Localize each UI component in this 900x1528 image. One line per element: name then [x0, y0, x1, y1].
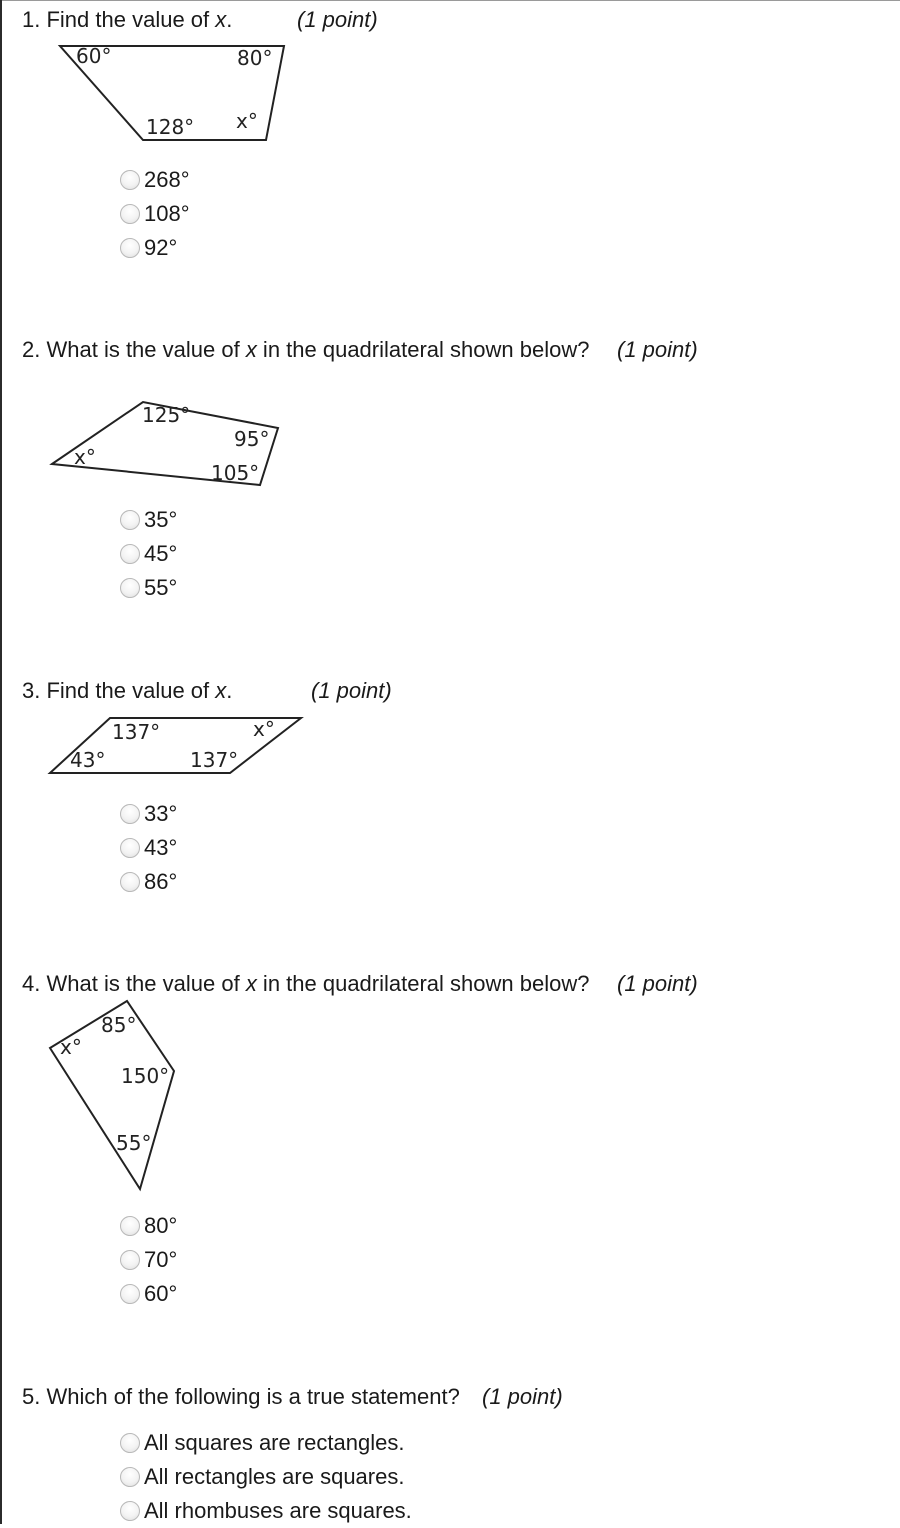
question-variable: x [245, 337, 257, 362]
points-label: (1 point) [482, 1384, 563, 1409]
option-label: 43° [144, 835, 178, 860]
angle-label: 80° [237, 46, 273, 70]
points-label: (1 point) [617, 971, 698, 996]
answer-option[interactable] [120, 503, 177, 537]
angle-label: 43° [70, 748, 106, 772]
question-text-part: What is the value of [46, 971, 246, 996]
answer-option[interactable] [120, 197, 190, 231]
question-number: 3. [22, 678, 41, 703]
radio-button[interactable] [120, 238, 140, 258]
answer-option[interactable] [120, 1426, 412, 1460]
radio-button[interactable] [120, 872, 140, 892]
answer-options [120, 1209, 177, 1311]
option-label: 55° [144, 575, 178, 600]
option-label: 35° [144, 507, 178, 532]
option-label: 86° [144, 869, 178, 894]
quadrilateral-figure [0, 0, 300, 160]
option-label: All rectangles are squares. [144, 1464, 405, 1489]
answer-option[interactable] [120, 231, 190, 265]
answer-options [120, 503, 177, 605]
angle-label: 125° [142, 403, 191, 427]
answer-options [120, 1426, 412, 1528]
angle-label: 95° [234, 427, 270, 451]
angle-label: x° [253, 717, 275, 741]
radio-button[interactable] [120, 1501, 140, 1521]
option-label: All rhombuses are squares. [144, 1498, 412, 1523]
radio-button[interactable] [120, 838, 140, 858]
question-number: 2. [22, 337, 41, 362]
angle-label: x° [236, 109, 258, 133]
angle-label: x° [60, 1035, 82, 1059]
answer-option[interactable] [120, 1209, 177, 1243]
angle-label: 60° [76, 44, 112, 68]
angle-label: 137° [112, 720, 161, 744]
radio-button[interactable] [120, 1284, 140, 1304]
question-text-part: Find the value of [46, 7, 216, 32]
answer-option[interactable] [120, 1277, 177, 1311]
points-label: (1 point) [617, 337, 698, 362]
parallelogram-figure [0, 700, 320, 780]
radio-button[interactable] [120, 544, 140, 564]
question-text-part: What is the value of [46, 337, 246, 362]
question-variable: x [215, 7, 227, 32]
radio-button[interactable] [120, 1216, 140, 1236]
radio-button[interactable] [120, 578, 140, 598]
answer-option[interactable] [120, 537, 177, 571]
answer-options [120, 797, 177, 899]
points-label: (1 point) [297, 7, 378, 32]
answer-option[interactable] [120, 865, 177, 899]
question-variable: x [215, 678, 227, 703]
option-label: 268° [144, 167, 190, 192]
radio-button[interactable] [120, 1467, 140, 1487]
option-label: 33° [144, 801, 178, 826]
radio-button[interactable] [120, 804, 140, 824]
answer-option[interactable] [120, 831, 177, 865]
question-text-part: in the quadrilateral shown below? [256, 971, 590, 996]
radio-button[interactable] [120, 510, 140, 530]
question-text-part: in the quadrilateral shown below? [256, 337, 590, 362]
quadrilateral-figure [0, 380, 300, 500]
angle-label: 85° [101, 1013, 137, 1037]
angle-label: 105° [211, 461, 260, 485]
answer-option[interactable] [120, 571, 177, 605]
answer-option[interactable] [120, 1243, 177, 1277]
option-label: 45° [144, 541, 178, 566]
option-label: 60° [144, 1281, 178, 1306]
angle-label: 150° [121, 1064, 170, 1088]
question-number: 1. [22, 7, 41, 32]
question-prompt [22, 337, 589, 363]
quadrilateral-figure [0, 995, 220, 1195]
angle-label: x° [74, 445, 96, 469]
question-text [46, 337, 589, 362]
question-prompt [22, 971, 589, 997]
answer-option[interactable] [120, 1460, 412, 1494]
angle-label: 55° [116, 1131, 152, 1155]
radio-button[interactable] [120, 1433, 140, 1453]
option-label: 80° [144, 1213, 178, 1238]
answer-option[interactable] [120, 163, 190, 197]
question-variable: x [245, 971, 257, 996]
question-text-part: Find the value of [46, 678, 216, 703]
answer-option[interactable] [120, 1494, 412, 1528]
angle-label: 137° [190, 748, 239, 772]
question-number: 5. [22, 1384, 41, 1409]
option-label: 92° [144, 235, 178, 260]
answer-option[interactable] [120, 797, 177, 831]
option-label: All squares are rectangles. [144, 1430, 405, 1455]
option-label: 108° [144, 201, 190, 226]
radio-button[interactable] [120, 1250, 140, 1270]
radio-button[interactable] [120, 204, 140, 224]
question-text-part: . [226, 7, 233, 32]
question-prompt [22, 1384, 460, 1410]
question-number: 4. [22, 971, 41, 996]
question-text: Which of the following is a true statement? [46, 1384, 460, 1409]
question-text [46, 971, 589, 996]
question-text-part: . [226, 678, 233, 703]
points-label: (1 point) [311, 678, 392, 703]
answer-options [120, 163, 190, 265]
angle-label: 128° [146, 115, 195, 139]
radio-button[interactable] [120, 170, 140, 190]
option-label: 70° [144, 1247, 178, 1272]
